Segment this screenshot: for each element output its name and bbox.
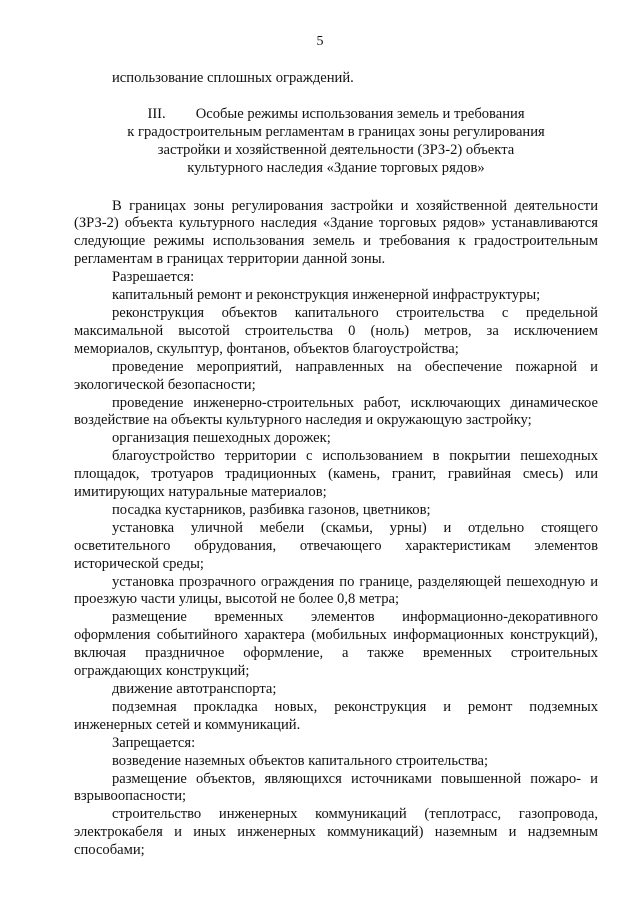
paragraph: строительство инженерных коммуникаций (теплотрасс, газопровода, электрокабеля и иных инженерных коммуникаций) наземным и надземным способами; (74, 806, 598, 859)
paragraph: капитальный ремонт и реконструкция инженерной инфраструктуры; (112, 287, 541, 304)
section-heading-line-1 (74, 106, 598, 124)
page-number: 5 (316, 34, 324, 49)
paragraph: подземная прокладка новых, реконструкция и ремонт подземных инженерных сетей и коммуникаций. (74, 698, 598, 733)
paragraph: установка прозрачного ограждения по границе, разделяющей пешеходную и проезжую части улицы, высотой не более 0,8 метра; (74, 573, 598, 608)
paragraph: реконструкция объектов капитального строительства с предельной максимальной высотой строительства 0 (ноль) метров, за исключением мемориалов, скульптур, фонтанов, объектов благоустройства; (74, 304, 598, 357)
paragraph: движение автотранспорта; (112, 681, 277, 697)
paragraph: проведение мероприятий, направленных на обеспечение пожарной и экологической безопасности; (74, 358, 598, 393)
section-number: III. (147, 105, 166, 122)
document-body (74, 70, 598, 860)
paragraph: возведение наземных объектов капитального строительства; (112, 752, 489, 769)
paragraph: Запрещается: (112, 734, 196, 751)
paragraph: Разрешается: (112, 269, 195, 286)
section-title-line: Особые режимы использования земель и требования (195, 105, 525, 122)
section-title-line: культурного наследия «Здание торговых рядов» (187, 159, 485, 176)
section-title-line: застройки и хозяйственной деятельности (ЗРЗ-2) объекта (157, 141, 515, 158)
paragraph: установка уличной мебели (скамьи, урны) и отдельно стоящего осветительного обрудования, отвечающего характеристикам элементов исторической среды; (74, 519, 598, 572)
paragraph: В границах зоны регулирования застройки и хозяйственной деятельности (ЗРЗ-2) объекта культурного наследия «Здание торговых рядов» устанавливаются следующие режимы использования земель и требования к градостроительным регламентам в границах территории данной зоны. (74, 197, 598, 268)
paragraph: размещение объектов, являющихся источниками повышенной пожаро- и взрывоопасности; (74, 770, 598, 805)
paragraph: организация пешеходных дорожек; (112, 430, 331, 447)
lead-line: использование сплошных ограждений. (112, 70, 354, 86)
section-heading (74, 106, 598, 178)
paragraph: благоустройство территории с использованием в покрытии пешеходных площадок, тротуаров традиционных (камень, гранит, гравийная смесь) или имитирующих натуральные материалов; (74, 448, 598, 501)
section-title-line: к градостроительным регламентам в границах зоны регулирования (127, 123, 545, 140)
paragraph: посадка кустарников, разбивка газонов, цветников; (112, 501, 431, 518)
paragraph: проведение инженерно-строительных работ, исключающих динамическое воздействие на объекты культурного наследия и окружающую застройку; (74, 394, 598, 429)
paragraph: размещение временных элементов информационно-декоративного оформления событийного характера (мобильных информационных конструкций), включая праздничное оформление, а также временных строительных ограждающих конструкций; (74, 609, 598, 680)
